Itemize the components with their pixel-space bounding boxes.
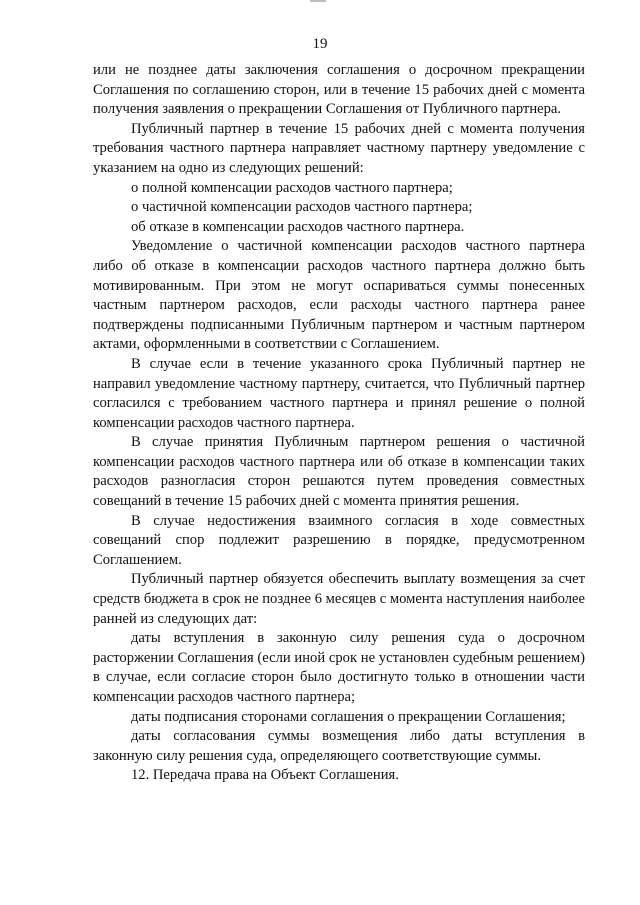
list-item-approval-date: даты согласования суммы возмещения либо даты вступления в законную силу решения суда, определяющего соответствующие суммы.: [93, 728, 585, 764]
page-number: 19: [312, 36, 328, 52]
document-body: [93, 61, 585, 786]
paragraph-dispute: В случае недостижения взаимного согласия в ходе совместных совещаний спор подлежит разрешению в порядке, предусмотренном Соглашением.: [93, 512, 585, 568]
paragraph-disagreements: В случае принятия Публичным партнером решения о частичной компенсации расходов частного партнера или об отказе в компенсации таких расходов разногласия сторон решаются путем проведения совместных совещаний в течение 15 рабочих дней с момента принятия решения.: [93, 434, 585, 510]
paragraph-notice-deadline: Публичный партнер в течение 15 рабочих дней с момента получения требования частного партнера направляет частному партнеру уведомление с указанием на одно из следующих решений:: [93, 120, 585, 176]
list-item-partial-compensation: о частичной компенсации расходов частного партнера;: [131, 199, 473, 216]
list-item-refusal: об отказе в компенсации расходов частного партнера.: [131, 218, 465, 235]
paragraph-motivated-notice: Уведомление о частичной компенсации расходов частного партнера либо об отказе в компенсации расходов частного партнера должно быть мотивированным. При этом не могут оспариваться суммы понесенных частным партнером расходов, если расходы частного партнера ранее подтверждены подписанными Публичным партнером и частным партнером актами, оформленными в соответствии с Соглашением.: [93, 238, 585, 353]
paragraph-no-notice: В случае если в течение указанного срока Публичный партнер не направил уведомление частному партнеру, считается, что Публичный партнер согласился с требованием частного партнера и принял решение о полной компенсации расходов частного партнера.: [93, 355, 585, 431]
paragraph-payment-obligation: Публичный партнер обязуется обеспечить выплату возмещения за счет средств бюджета в срок не позднее 6 месяцев с момента наступления наиболее ранней из следующих дат:: [93, 571, 585, 627]
list-item-signing-date: даты подписания сторонами соглашения о прекращении Соглашения;: [131, 708, 566, 725]
list-item-full-compensation: о полной компенсации расходов частного партнера;: [131, 179, 453, 196]
list-item-court-decision: даты вступления в законную силу решения суда о досрочном расторжении Соглашения (если иной срок не установлен судебным решением) в случае, если согласие сторон было достигнуто только в отношении части компенсации расходов частного партнера;: [93, 630, 585, 705]
scan-mark: [310, 0, 326, 2]
section-heading-transfer: 12. Передача права на Объект Соглашения.: [131, 767, 399, 784]
paragraph-continuation: или не позднее даты заключения соглашения о досрочном прекращении Соглашения по соглашению сторон, или в течение 15 рабочих дней с момента получения заявления о прекращении Соглашения от Публичного партнера.: [93, 62, 585, 118]
